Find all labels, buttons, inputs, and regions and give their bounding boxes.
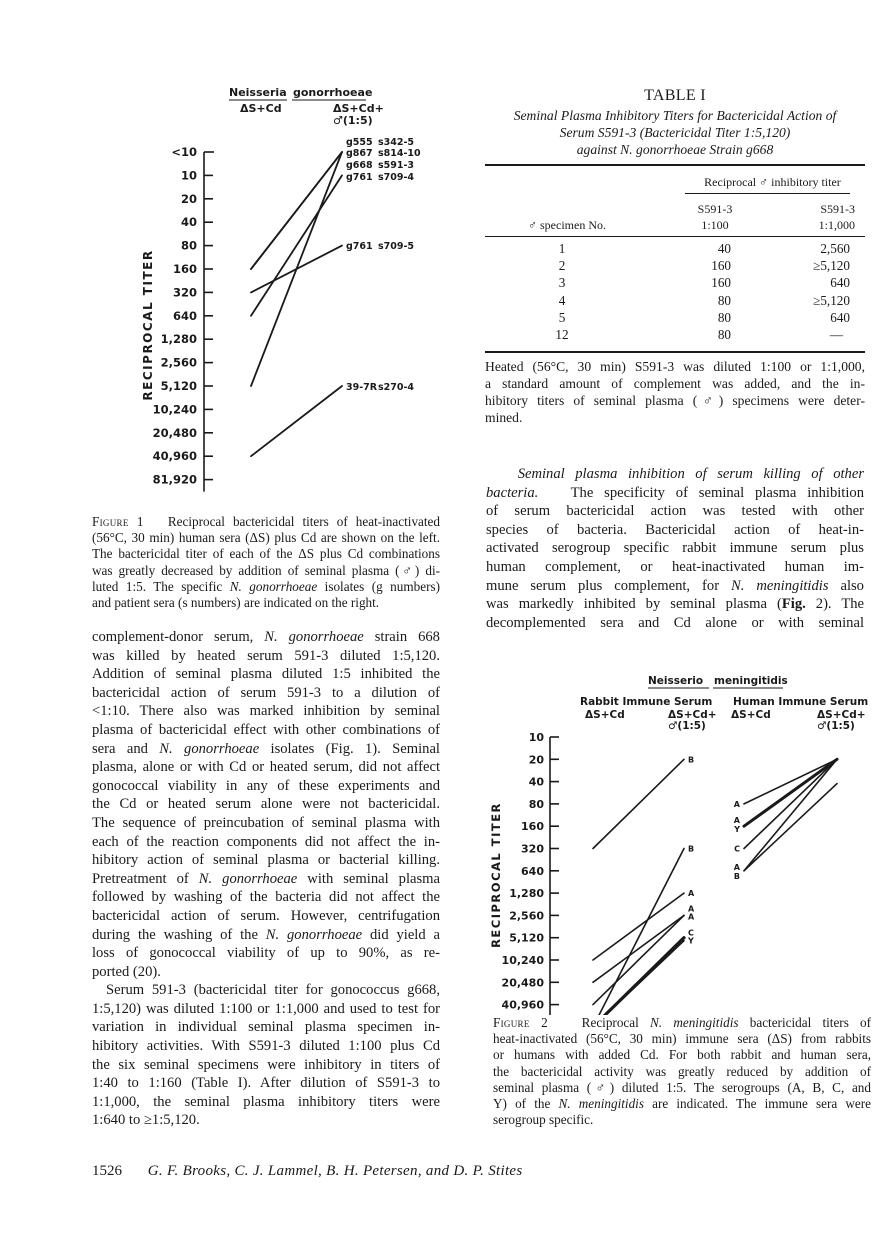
table-row: [485, 310, 865, 327]
y-tick-label: 2,560: [160, 355, 197, 370]
cell-titer-1-100: 80: [717, 292, 731, 308]
y-tick-label: 20,480: [152, 425, 197, 440]
y-tick-label: 40,960: [501, 998, 544, 1012]
y-tick-label: 2,560: [509, 909, 544, 923]
cell-specimen-no: 2: [558, 258, 566, 274]
isolate-label: g555: [346, 137, 373, 148]
table-row: [485, 258, 865, 275]
body-line: <1:10. There also was marked inhibition by seminal: [92, 703, 440, 720]
y-tick-label: 5,120: [160, 379, 197, 393]
body-line: activated serogroup specific rabbit immune serum plus: [486, 540, 864, 557]
table-1: [485, 87, 865, 437]
column-header-rabbit-left: ΔS+Cd: [585, 709, 625, 721]
y-tick-label: 10,240: [152, 402, 197, 417]
figure-1: [140, 80, 450, 510]
table-row: [485, 241, 865, 258]
body-line: hibitory action of seminal plasma or bacterial killing.: [92, 852, 440, 869]
body-line: mune serum plus complement, for N. meningitidis also: [486, 577, 864, 594]
body-line: sera and N. gonorrhoeae isolates (Fig. 1). Seminal: [92, 740, 440, 757]
section-heading: [486, 465, 864, 484]
body-line: each of the reaction components did not affect the in-: [92, 833, 440, 850]
body-line: plasma of bactericidal effect with other combinations of: [92, 721, 440, 738]
body-line: ported (20).: [92, 963, 161, 980]
column-header-right: ΔS+Cd+: [333, 102, 384, 115]
y-axis-label: RECIPROCAL TITER: [489, 802, 503, 948]
footnote-line: mined.: [485, 410, 523, 425]
cell-titer-1-1000: 640: [830, 309, 850, 325]
series-line: [744, 759, 837, 848]
y-axis-label: RECIPROCAL TITER: [141, 249, 155, 401]
table-subtitle-line: Serum S591-3 (Bactericidal Titer 1:5,120): [559, 125, 791, 140]
series-line: [251, 175, 342, 315]
body-line: was killed by heated serum 591-3 diluted 1:5,120.: [92, 647, 440, 664]
y-tick-label: 10: [528, 731, 544, 744]
header-line: 1:1,000: [818, 218, 855, 232]
body-line: variation in individual seminal plasma specimen in-: [92, 1019, 440, 1036]
serum-label: s342-5: [378, 137, 415, 148]
body-line: hibitory activities. With S591-3 diluted 1:100 plus Cd: [92, 1038, 440, 1055]
y-tick-label: 81,920: [152, 472, 197, 487]
section-heading-text: bacteria.: [486, 484, 539, 501]
body-line: during the washing of the N. gonorrhoeae did yield a: [92, 926, 440, 943]
serum-label: s814-10: [378, 148, 421, 159]
table-col-header-specimen: ♂ specimen No.: [528, 218, 606, 232]
table-subtitle-line: Seminal Plasma Inhibitory Titers for Bactericidal Action of: [513, 108, 837, 123]
series-line: [251, 386, 342, 456]
serum-label: s591-3: [378, 160, 415, 171]
page-number: 1526: [92, 1163, 122, 1179]
column-header-left: ΔS+Cd: [240, 102, 282, 115]
y-tick-label: <10: [171, 145, 197, 159]
cell-titer-1-1000: ≥5,120: [813, 258, 850, 274]
cell-titer-1-100: 80: [717, 309, 731, 325]
y-tick-label: 20,480: [501, 976, 544, 990]
cell-titer-1-100: 160: [711, 258, 731, 274]
series-line: [593, 915, 684, 1004]
serogroup-label: Y: [688, 936, 694, 946]
body-line: followed by washing of the bacteria did not affect the: [92, 889, 440, 906]
footnote-line: Heated (56°C, 30 min) S591-3 was diluted 1:100 or 1:1,000,: [485, 359, 865, 374]
figure-1-chart: [140, 80, 450, 510]
section-heading-text: Seminal plasma inhibition of serum killing of other: [517, 466, 864, 482]
table-spanner: Reciprocal ♂ inhibitory titer: [704, 175, 841, 189]
body-line: complement-donor serum, N. gonorrhoeae strain 668: [92, 629, 440, 645]
body-line: was markedly inhibited by seminal plasma (Fig. 2). The: [486, 596, 865, 613]
page-footer: [92, 1163, 792, 1180]
caption-line: serogroup specific.: [493, 1112, 594, 1128]
column-header-human-left: ΔS+Cd: [731, 709, 771, 721]
cell-specimen-no: 5: [558, 309, 566, 325]
table-top-rule: [485, 164, 865, 166]
y-tick-label: 160: [521, 820, 544, 834]
caption-line: luted 1:5. The specific N. gonorrhoeae isolates (g numbers): [92, 578, 440, 594]
caption-line: the bactericidal activity was greatly reduced by addition of: [493, 1063, 871, 1079]
caption-line: was greatly decreased by addition of seminal plasma (♂) di-: [92, 562, 440, 578]
caption-text: Reciprocal bactericidal titers of heat-inactivated: [167, 514, 440, 529]
table-body: [485, 241, 865, 351]
caption-line: Y) of the N. meningitidis are indicated. The immune sera were: [493, 1096, 871, 1112]
body-line: 1:1,000, the seminal plasma inhibitory titers were: [92, 1093, 440, 1110]
body-line: bactericidal action of serum 591-3 to a dilution of: [92, 684, 440, 701]
column-header-right-dilution: ♂(1:5): [333, 114, 373, 127]
body-line: the Cd or heated serum alone were not bactericidal.: [92, 796, 440, 813]
y-tick-label: 640: [521, 864, 544, 878]
serum-label: s270-4: [378, 382, 415, 393]
table-subtitle-line: against N. gonorrhoeae Strain g668: [576, 142, 774, 157]
cell-titer-1-1000: —: [829, 327, 843, 342]
serogroup-label: B: [733, 871, 740, 881]
body-line: plasma, alone or with Cd or heated serum, did not affect: [92, 759, 440, 776]
table-footnote: [485, 358, 865, 426]
serogroup-label: Y: [734, 825, 740, 835]
body-text: The specificity of seminal plasma inhibition: [570, 484, 865, 501]
header-line: S591-3: [697, 202, 733, 216]
y-tick-label: 20: [180, 191, 197, 206]
caption-line: or humans with added Cd. For both rabbit and human sera,: [493, 1047, 871, 1063]
body-line: decomplemented sera and Cd alone or with seminal: [486, 614, 864, 631]
series-line: [593, 849, 684, 1016]
serogroup-label: A: [733, 816, 740, 826]
table-bottom-rule: [485, 351, 865, 353]
caption-line: [92, 514, 440, 530]
isolate-label: g761: [346, 172, 373, 183]
footnote-line: hibitory titers of seminal plasma (♂) specimens were deter-: [485, 393, 865, 408]
cell-titer-1-1000: 640: [830, 275, 850, 291]
table-col-header-1-100: [680, 201, 750, 233]
y-tick-label: 40: [528, 775, 544, 789]
column-header-rabbit-right: ΔS+Cd+: [668, 709, 717, 721]
caption-line: (56°C, 30 min) human sera (ΔS) plus Cd are shown on the left.: [92, 530, 440, 546]
table-header-rule: [485, 236, 865, 237]
y-tick-label: 5,120: [509, 931, 544, 945]
y-tick-label: 320: [172, 285, 197, 300]
cell-specimen-no: 1: [558, 241, 566, 256]
caption-line: heat-inactivated (56°C, 30 min) immune sera (ΔS) from rabbits: [493, 1031, 871, 1047]
cell-specimen-no: 3: [558, 275, 566, 291]
series-line: [593, 759, 684, 848]
figure-title-genus: Neisseria: [229, 86, 287, 99]
figure-title-species: gonorrhoeae: [293, 86, 373, 99]
isolate-label: g668: [346, 160, 373, 171]
y-tick-label: 640: [172, 308, 197, 323]
body-line: 1:5,120) was diluted 1:100 or 1:1,000 and used to test for: [92, 1000, 440, 1017]
isolate-label: 39-7R: [346, 382, 378, 393]
y-tick-label: 10: [180, 168, 197, 183]
cell-titer-1-100: 160: [711, 275, 731, 291]
left-column-body: [92, 628, 440, 1130]
figure-2-chart: [480, 665, 880, 1015]
header-line: S591-3: [820, 202, 855, 216]
footnote-line: a standard amount of complement was added, and the in-: [485, 376, 865, 391]
figure-title-genus: Neisserio: [648, 675, 704, 687]
column-header-human-dilution: ♂(1:5): [817, 720, 855, 732]
serogroup-label: B: [688, 755, 695, 765]
serogroup-label: A: [733, 799, 740, 809]
header-line: 1:100: [701, 218, 729, 232]
body-line: [486, 484, 864, 503]
isolate-label: g867: [346, 148, 373, 159]
caption-line: The bactericidal titer of each of the ΔS plus Cd combinations: [92, 546, 440, 562]
figure-title-species: meningitidis: [714, 675, 788, 687]
cell-specimen-no: 4: [558, 292, 566, 308]
y-tick-label: 10,240: [501, 954, 544, 967]
body-line: Serum 591-3 (bactericidal titer for gonococcus g668,: [106, 982, 440, 999]
body-line: bactericidal action of serum. However, centrifugation: [92, 907, 440, 924]
serogroup-label: C: [688, 928, 694, 938]
group-label-human: Human Immune Serum: [733, 696, 869, 708]
table-subtitle: [485, 107, 865, 158]
body-line: species of bacteria. Bactericidal action of heat-in-: [486, 521, 864, 538]
caption-line: seminal plasma (♂) diluted 1:5. The serogroups (A, B, C, and: [493, 1079, 871, 1095]
y-tick-label: 80: [180, 238, 197, 253]
body-line: The sequence of preincubation of seminal plasma with: [92, 814, 440, 831]
serogroup-label: B: [688, 844, 695, 854]
caption-line: Figure 2 Reciprocal N. meningitidis bactericidal titers of: [493, 1015, 872, 1030]
serum-label: s709-4: [378, 172, 415, 183]
serogroup-label: A: [688, 904, 695, 914]
figure-2: [480, 665, 880, 1015]
table-row: [485, 293, 865, 310]
right-column-body: [486, 465, 864, 632]
table-title: TABLE I: [644, 87, 706, 104]
author-line: G. F. Brooks, C. J. Lammel, B. H. Petersen, and D. P. Stites: [147, 1163, 523, 1179]
figure-1-caption: [92, 514, 440, 611]
serogroup-label: C: [734, 844, 740, 854]
serogroup-label: A: [688, 912, 695, 922]
figure-label: Figure 1: [92, 514, 144, 529]
table-col-header-1-1000: [785, 201, 855, 233]
table-row: [485, 327, 865, 344]
cell-specimen-no: 12: [555, 327, 569, 342]
serum-label: s709-5: [378, 241, 415, 252]
y-tick-label: 1,280: [509, 887, 544, 901]
group-label-rabbit: Rabbit Immune Serum: [580, 696, 713, 708]
column-header-rabbit-dilution: ♂(1:5): [668, 720, 706, 732]
body-line: Addition of seminal plasma diluted 1:5 inhibited the: [92, 666, 440, 683]
body-line: the six seminal specimens were inhibitory in titers of: [92, 1056, 440, 1073]
y-tick-label: 20: [528, 753, 544, 767]
column-header-human-right: ΔS+Cd+: [817, 709, 866, 721]
body-line: human complement, or heat-inactivated human im-: [486, 558, 864, 575]
y-tick-label: 160: [172, 262, 197, 276]
table-row: [485, 275, 865, 292]
y-tick-label: 1,280: [160, 332, 197, 347]
figure-label: Figure 2: [493, 1015, 549, 1030]
isolate-label: g761: [346, 241, 373, 252]
body-line: 1:40 to 1:160 (Table I). After dilution of S591-3 to: [92, 1075, 440, 1092]
body-line: Pretreatment of N. gonorrhoeae with seminal plasma: [92, 870, 440, 887]
body-line: 1:640 to ≥1:5,120.: [92, 1112, 200, 1129]
y-tick-label: 40: [180, 215, 197, 230]
serogroup-label: A: [733, 862, 740, 872]
cell-titer-1-100: 80: [717, 327, 731, 342]
cell-titer-1-1000: ≥5,120: [813, 292, 850, 308]
y-tick-label: 320: [521, 842, 544, 856]
body-line: gonococcal viability in any of these experiments and: [92, 777, 440, 794]
caption-line: and patient sera (s numbers) are indicated on the right.: [92, 595, 380, 611]
y-tick-label: 80: [528, 797, 544, 811]
cell-titer-1-1000: 2,560: [820, 241, 850, 256]
body-line: of serum bactericidal action was tested with other: [486, 503, 864, 520]
y-tick-label: 40,960: [152, 449, 197, 464]
cell-titer-1-100: 40: [717, 241, 731, 256]
table-spanner-rule: [685, 193, 850, 194]
serogroup-label: A: [688, 889, 695, 899]
figure-2-caption: [493, 1015, 871, 1128]
body-line: loss of gonococcal viability of up to 90%, as re-: [92, 945, 440, 962]
series-line: [251, 152, 342, 269]
